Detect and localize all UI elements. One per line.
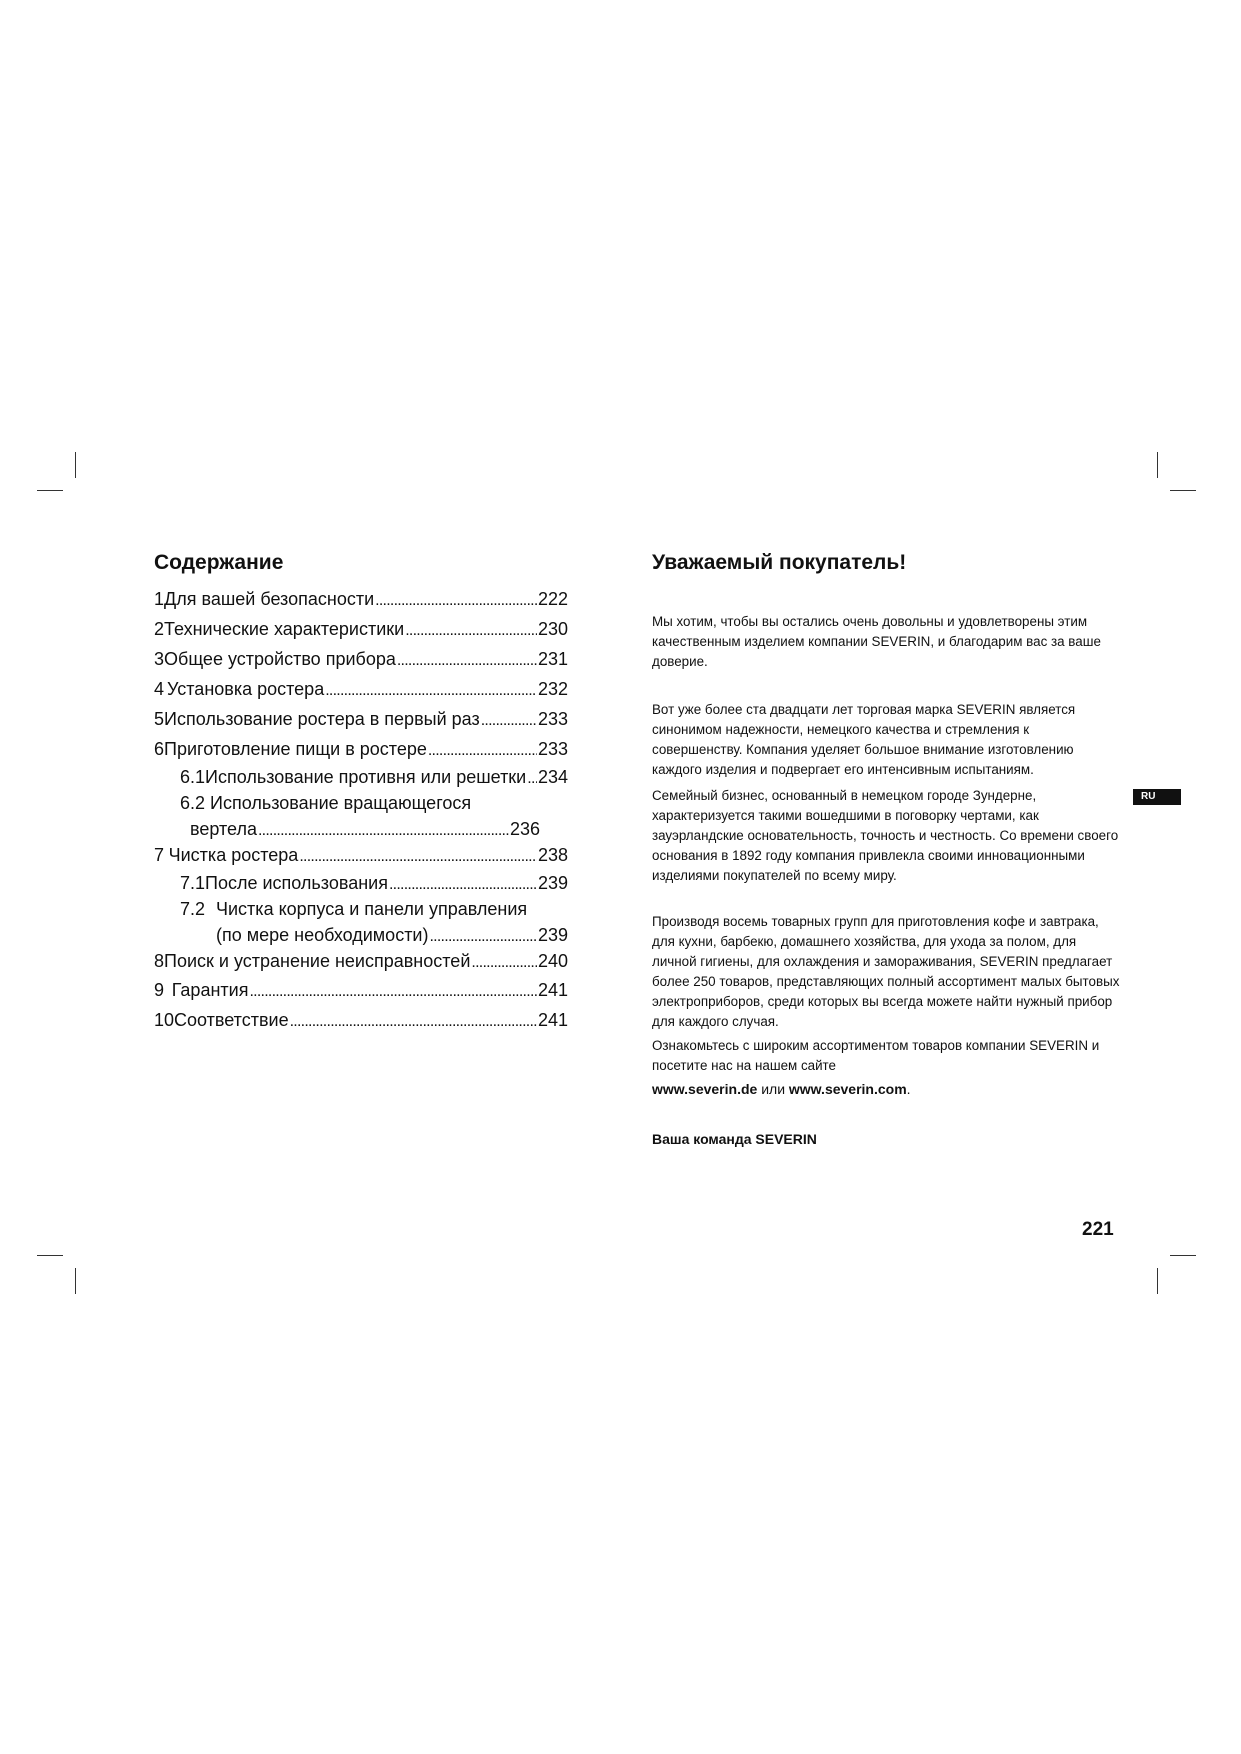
toc-leader — [527, 764, 537, 792]
toc-item-number: 6.1 — [180, 767, 206, 787]
toc-item-number: 8 — [154, 951, 165, 971]
toc-item-label: Использование ростера в первый раз — [164, 709, 480, 729]
toc-item-number: 6 — [154, 739, 165, 759]
toc-leader — [299, 842, 537, 870]
toc-item[interactable] — [154, 948, 568, 974]
toc-item-continued[interactable] — [190, 816, 540, 842]
toc-item-page: 231 — [537, 649, 568, 669]
toc-item-number: 9 — [154, 980, 165, 1000]
toc-item-label: Соответствие — [174, 1010, 289, 1030]
toc-leader — [258, 816, 509, 844]
toc-item-number: 2 — [154, 619, 165, 639]
greeting-paragraph: Производя восемь товарных групп для приготовления кофе и завтрака, для кухни, барбекю, домашнего хозяйства, для ухода за полом, для личной гигиены, для охлаждения и замораживания, SEVERIN предлагает более 250 товаров, представляющих полный ассортимент малых бытовых электроприборов, среди которых вы всегда можете найти нужный прибор для каждого случая. — [652, 914, 1120, 1029]
crop-mark — [1170, 1255, 1196, 1256]
toc-item[interactable] — [154, 842, 568, 868]
toc-leader — [429, 922, 536, 950]
toc-item[interactable] — [180, 896, 527, 922]
toc-item-page: 233 — [537, 739, 568, 759]
toc-item-page: 222 — [537, 589, 568, 609]
toc-item-number: 7 — [154, 845, 165, 865]
link-end: . — [906, 1081, 911, 1097]
toc-item-number: 10 — [154, 1010, 175, 1030]
toc-item-label: (по мере необходимости) — [216, 925, 429, 945]
crop-mark — [75, 1268, 76, 1294]
toc-item-number: 7.2 — [180, 899, 206, 919]
toc-leader — [249, 977, 537, 1005]
toc-item-label: Для вашей безопасности — [164, 589, 375, 609]
toc-item-label: Использование вращающегося — [210, 793, 472, 813]
toc-item[interactable] — [154, 706, 568, 732]
toc-item-page: 238 — [537, 845, 568, 865]
toc-item-label: вертела — [190, 819, 257, 839]
toc-item[interactable] — [180, 790, 471, 816]
toc-item-label: Установка ростера — [167, 679, 325, 699]
crop-mark — [37, 1255, 63, 1256]
website-link-de[interactable]: www.severin.de — [652, 1081, 758, 1097]
toc-item-number: 3 — [154, 649, 165, 669]
toc-leader — [375, 586, 537, 614]
toc-leader — [428, 736, 537, 764]
toc-item-page: 234 — [537, 767, 568, 787]
greeting-paragraph: Вот уже более ста двадцати лет торговая марка SEVERIN является синонимом надежности, немецкого качества и стремления к совершенству. Компания уделяет большое внимание изготовлению каждого изделия и подвергает его интенсивным испытаниям. — [652, 702, 1076, 777]
toc-item-page: 239 — [537, 873, 568, 893]
toc-item-label: Чистка корпуса и панели управления — [216, 899, 528, 919]
crop-mark — [1157, 1268, 1158, 1294]
greeting-paragraph: Ознакомьтесь с широким ассортиментом товаров компании SEVERIN и посетите нас на нашем сайте — [652, 1038, 1100, 1073]
greeting-paragraph: Мы хотим, чтобы вы остались очень довольны и удовлетворены этим качественным изделием компании SEVERIN, и благодарим вас за ваше доверие. — [652, 614, 1101, 669]
toc-item-page: 233 — [537, 709, 568, 729]
toc-leader — [397, 646, 537, 674]
toc-item-page: 230 — [537, 619, 568, 639]
toc-item-page: 232 — [537, 679, 568, 699]
crop-mark — [1157, 452, 1158, 478]
toc-item[interactable] — [154, 676, 568, 702]
toc-leader — [481, 706, 537, 734]
toc-item-page: 236 — [509, 819, 540, 839]
toc-item-number: 6.2 — [180, 793, 206, 813]
toc-leader — [290, 1007, 537, 1035]
toc-item-label: Общее устройство прибора — [164, 649, 396, 669]
toc-leader — [389, 870, 537, 898]
language-tab: RU — [1133, 789, 1181, 805]
toc-item-label: Поиск и устранение неисправностей — [164, 951, 471, 971]
toc-item[interactable] — [154, 616, 568, 642]
toc-item-label: Технические характеристики — [164, 619, 405, 639]
crop-mark — [75, 452, 76, 478]
toc-leader — [325, 676, 537, 704]
toc-item[interactable] — [154, 586, 568, 612]
toc-item-continued[interactable] — [216, 922, 568, 948]
crop-mark — [1170, 490, 1196, 491]
toc-item-label: Чистка ростера — [168, 845, 299, 865]
page-number: 221 — [1082, 1219, 1114, 1240]
toc-leader — [471, 948, 537, 976]
toc-item[interactable] — [180, 764, 568, 790]
greeting-title: Уважаемый покупатель! — [652, 551, 907, 574]
toc-item-page: 239 — [537, 925, 568, 945]
website-link-com[interactable]: www.severin.com — [788, 1081, 907, 1097]
greeting-paragraph: Семейный бизнес, основанный в немецком городе Зундерне, характеризуется такими вошедшими в поговорку чертами, как зауэрландские основательность, точность и честность. Со времени своего основания в 1892 году компания привлекла своими инновационными изделиями покупателей по всему миру. — [652, 788, 1119, 883]
toc-item-label: Гарантия — [171, 980, 249, 1000]
toc-item[interactable] — [180, 870, 568, 896]
link-separator: или — [757, 1081, 789, 1097]
toc-item[interactable] — [154, 736, 568, 762]
website-links — [652, 1081, 911, 1097]
toc-item-number: 5 — [154, 709, 165, 729]
signature: Ваша команда SEVERIN — [652, 1131, 817, 1147]
toc-item-page: 241 — [537, 980, 568, 1000]
toc-item-label: Приготовление пищи в ростере — [164, 739, 427, 759]
toc-item-page: 241 — [537, 1010, 568, 1030]
toc-item-page: 240 — [537, 951, 568, 971]
toc-leader — [405, 616, 537, 644]
toc-item[interactable] — [154, 1007, 568, 1033]
toc-item[interactable] — [154, 646, 568, 672]
toc-item-number: 4 — [154, 679, 165, 699]
toc-item-number: 7.1 — [180, 873, 206, 893]
toc-item-number: 1 — [154, 589, 165, 609]
toc-item[interactable] — [154, 977, 568, 1003]
toc-item-label: После использования — [205, 873, 388, 893]
toc-title: Содержание — [154, 551, 284, 574]
crop-mark — [37, 490, 63, 491]
toc-item-label: Использование противня или решетки — [205, 767, 527, 787]
